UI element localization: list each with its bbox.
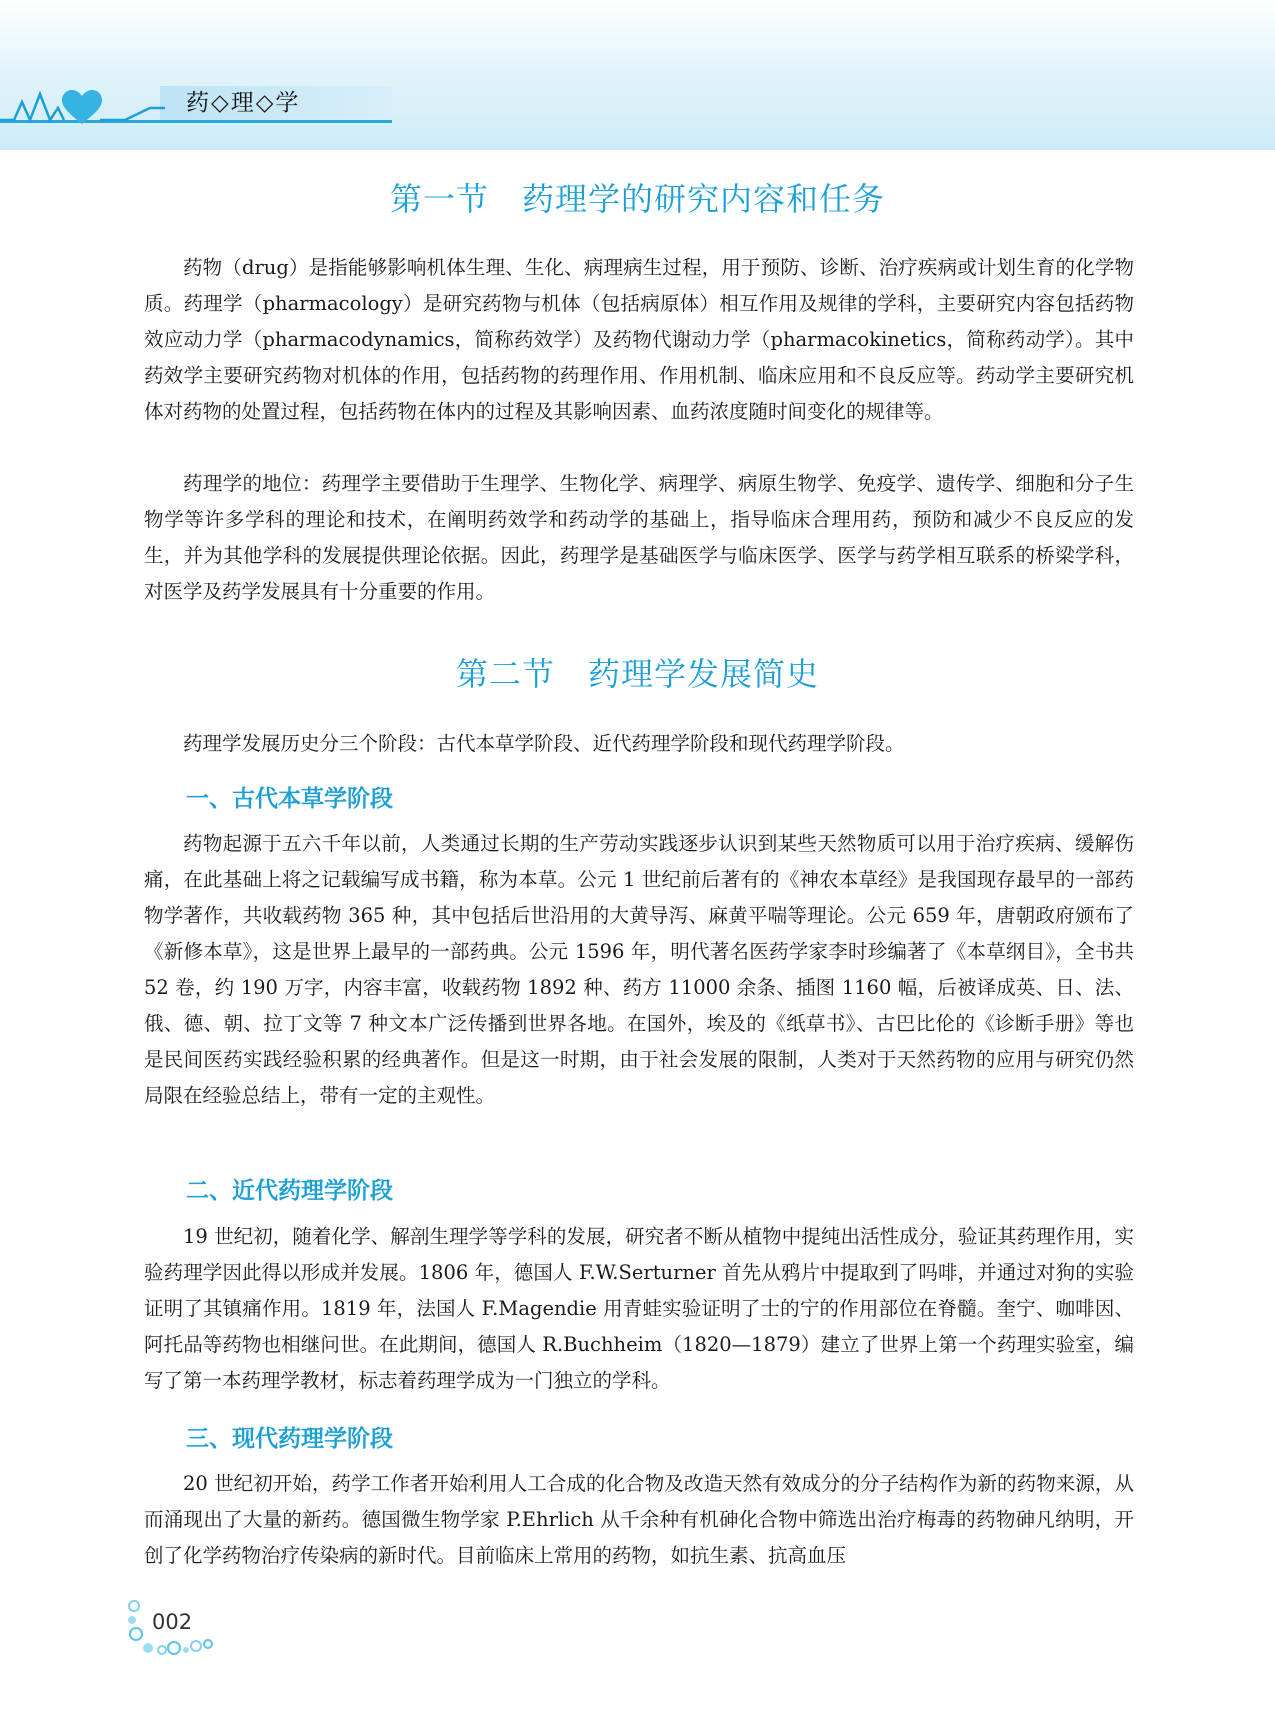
header-band	[0, 0, 1275, 150]
page-number: 002	[152, 1610, 193, 1634]
section-2-title: 第二节 药理学发展简史	[455, 655, 819, 693]
subsection-contemporary-title: 三、现代药理学阶段	[186, 1425, 393, 1452]
book-title: 药◇理◇学	[186, 90, 301, 116]
section-1-paragraph-2: 药理学的地位：药理学主要借助于生理学、生物化学、病理学、病原生物学、免疫学、遗传学、细胞和分子生物学等许多学科的理论和技术，在阐明药效学和药动学的基础上，指导临床合理用药，预防和减少不良反应的发生，并为其他学科的发展提供理论依据。因此，药理学是基础医学与临床医学、医学与药学相互联系的桥梁学科，对医学及药学发展具有十分重要的作用。	[144, 472, 1134, 603]
heartbeat-heart-icon	[0, 80, 165, 126]
section-1-paragraph-1: 药物（drug）是指能够影响机体生理、生化、病理病生过程，用于预防、诊断、治疗疾病或计划生育的化学物质。药理学（pharmacology）是研究药物与机体（包括病原体）相互作用及规律的学科，主要研究内容包括药物效应动力学（pharmacodynamics，简称药效学）及药物代谢动力学（pharmacokinetics，简称药动学）。其中药效学主要研究药物对机体的作用，包括药物的药理作用、作用机制、临床应用和不良反应等。药动学主要研究机体对药物的处置过程，包括药物在体内的过程及其影响因素、血药浓度随时间变化的规律等。	[144, 256, 1134, 423]
section-1-title: 第一节 药理学的研究内容和任务	[389, 180, 885, 218]
subsection-modern-early-title: 二、近代药理学阶段	[186, 1177, 393, 1204]
subsection-modern-early-text: 19 世纪初，随着化学、解剖生理学等学科的发展，研究者不断从植物中提纯出活性成分，验证其药理作用，实验药理学因此得以形成并发展。1806 年，德国人 F.W.Serturner 首先从鸦片中提取到了吗啡，并通过对狗的实验证明了其镇痛作用。1819 年，法国人 F.Magendie 用青蛙实验证明了士的宁的作用部位在脊髓。奎宁、咖啡因、阿托品等药物也相继问世。在此期间，德国人 R.Buchheim（1820—1879）建立了世界上第一个药理实验室，编写了第一本药理学教材，标志着药理学成为一门独立的学科。	[144, 1225, 1134, 1392]
section-2-intro: 药理学发展历史分三个阶段：古代本草学阶段、近代药理学阶段和现代药理学阶段。	[183, 732, 905, 755]
subsection-ancient-title: 一、古代本草学阶段	[186, 785, 393, 812]
subsection-contemporary-text: 20 世纪初开始，药学工作者开始利用人工合成的化合物及改造天然有效成分的分子结构作为新的药物来源，从而涌现出了大量的新药。德国微生物学家 P.Ehrlich 从千余种有机砷化合物中筛选出治疗梅毒的药物砷凡纳明，开创了化学药物治疗传染病的新时代。目前临床上常用的药物，如抗生素、抗高血压	[144, 1472, 1134, 1567]
subsection-ancient-text: 药物起源于五六千年以前，人类通过长期的生产劳动实践逐步认识到某些天然物质可以用于治疗疾病、缓解伤痛，在此基础上将之记载编写成书籍，称为本草。公元 1 世纪前后著有的《神农本草经》是我国现存最早的一部药物学著作，共收载药物 365 种，其中包括后世沿用的大黄导泻、麻黄平喘等理论。公元 659 年，唐朝政府颁布了《新修本草》，这是世界上最早的一部药典。公元 1596 年，明代著名医药学家李时珍编著了《本草纲目》，全书共 52 卷，约 190 万字，内容丰富，收载药物 1892 种、药方 11000 余条、插图 1160 幅，后被译成英、日、法、俄、德、朝、拉丁文等 7 种文本广泛传播到世界各地。在国外，埃及的《纸草书》、古巴比伦的《诊断手册》等也是民间医药实践经验积累的经典著作。但是这一时期，由于社会发展的限制，人类对于天然药物的应用与研究仍然局限在经验总结上，带有一定的主观性。	[144, 832, 1134, 1107]
